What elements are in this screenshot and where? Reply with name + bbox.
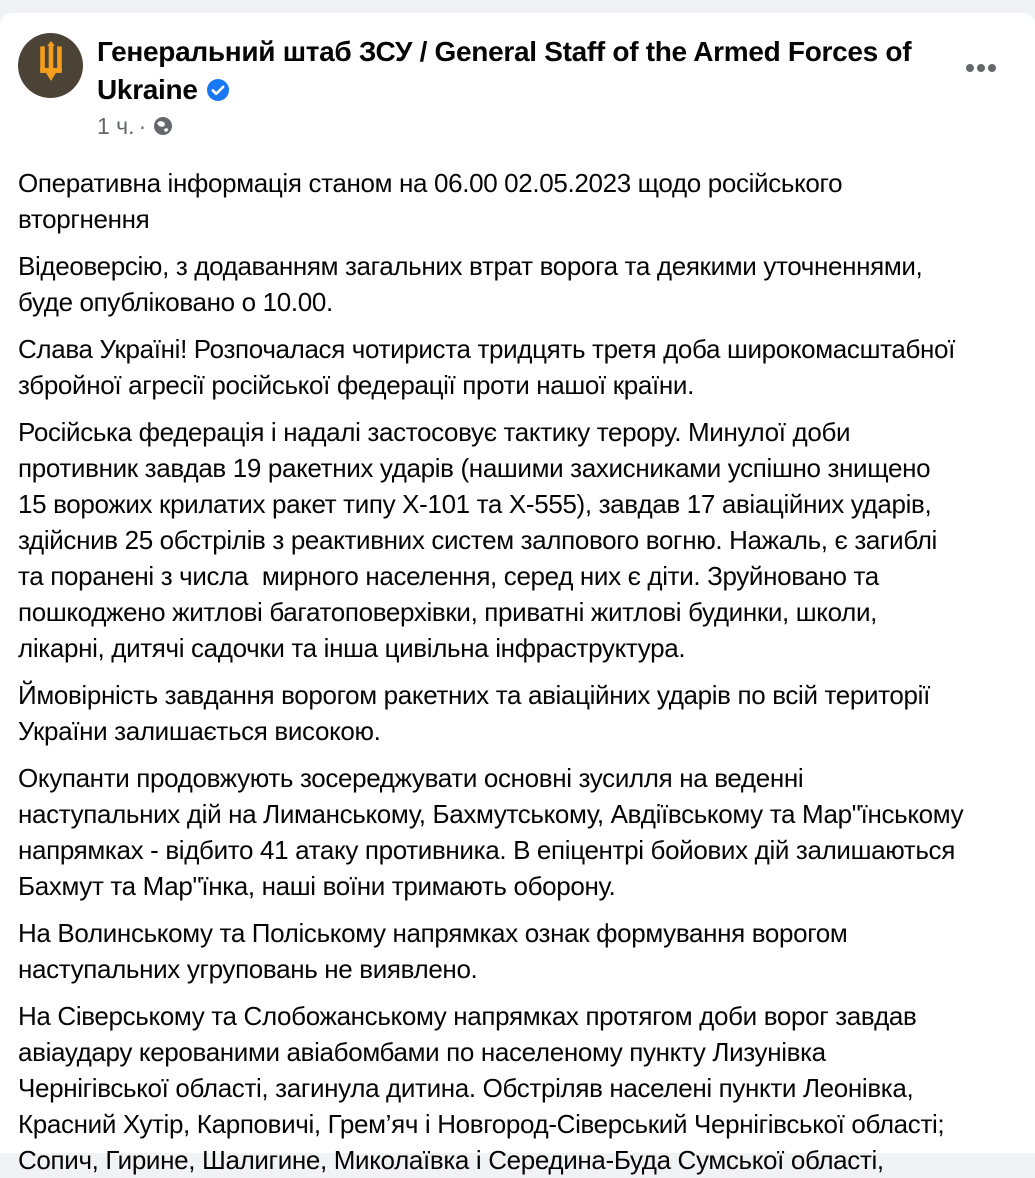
ellipsis-dot: [988, 64, 996, 72]
post-line: буде опубліковано о 10.00.: [18, 287, 333, 317]
page-avatar[interactable]: [18, 33, 83, 98]
post-line: пошкоджено житлові багатоповерхівки, приватні житлові будинки, школи,: [18, 597, 878, 627]
post-paragraph: [18, 677, 1017, 749]
post-paragraph: [18, 998, 1017, 1178]
post-line: Бахмут та Мар"їнка, наші воїни тримають оборону.: [18, 871, 616, 901]
post-line: здійснив 25 обстрілів з реактивних систем залпового вогню. Нажаль, є загиблі: [18, 525, 937, 555]
post-meta[interactable]: [97, 112, 1017, 140]
ellipsis-dot: [977, 64, 985, 72]
facebook-post-card: [0, 13, 1035, 1175]
globe-public-icon: [153, 116, 173, 136]
post-line: Красний Хутір, Карповичі, Грем’яч і Новгород-Сіверський Чернігівської області;: [18, 1109, 945, 1139]
timestamp[interactable]: 1 ч.: [97, 113, 135, 139]
post-paragraph: [18, 248, 1017, 320]
page-name-line2[interactable]: Ukraine: [97, 74, 198, 105]
verified-badge-icon: [206, 78, 230, 102]
post-line: Ймовірність завдання ворогом ракетних та авіаційних ударів по всій території: [18, 680, 930, 710]
post-line: лікарні, дитячі садочки та інша цивільна інфраструктура.: [18, 633, 686, 663]
post-line: України залишається високою.: [18, 716, 381, 746]
post-paragraph: [18, 760, 1017, 904]
post-line: збройної агресії російської федерації проти нашої країни.: [18, 370, 694, 400]
post-line: Окупанти продовжують зосереджувати основні зусилля на веденні: [18, 763, 804, 793]
post-line: наступальних угруповань не виявлено.: [18, 954, 478, 984]
post-line: та поранені з числа мирного населення, серед них є діти. Зруйновано та: [18, 561, 879, 591]
post-line: Чернігівської області, загинула дитина. Обстріляв населені пункти Леонівка,: [18, 1073, 914, 1103]
post-text: [0, 165, 1035, 1178]
post-line: вторгнення: [18, 204, 150, 234]
post-menu-button[interactable]: [960, 58, 1002, 78]
post-paragraph: [18, 331, 1017, 403]
ellipsis-dot: [966, 64, 974, 72]
post-line: Російська федерація і надалі застосовує тактику терору. Минулої доби: [18, 417, 851, 447]
post-line: На Волинському та Поліському напрямках ознак формування ворогом: [18, 918, 848, 948]
post-line: 15 ворожих крилатих ракет типу Х-101 та Х-555), завдав 17 авіаційних ударів,: [18, 489, 932, 519]
header-info: [97, 33, 1017, 140]
post-header: [0, 13, 1035, 140]
post-paragraph: [18, 414, 1017, 666]
post-paragraph: [18, 165, 1017, 237]
post-line: Оперативна інформація станом на 06.00 02.05.2023 щодо російського: [18, 168, 843, 198]
post-paragraph: [18, 915, 1017, 987]
post-line: противник завдав 19 ракетних ударів (нашими захисниками успішно знищено: [18, 453, 931, 483]
post-line: Сопич, Гирине, Шалигине, Миколаївка і Середина-Буда Сумської області,: [18, 1145, 884, 1175]
page-name-line1[interactable]: Генеральний штаб ЗСУ / General Staff of the Armed Forces of: [97, 36, 912, 67]
post-line: напрямках - відбито 41 атаку противника. В епіцентрі бойових дій залишаються: [18, 835, 955, 865]
meta-separator: ·: [138, 113, 147, 139]
page-name-line2-row: [97, 71, 1017, 109]
post-line: Слава Україні! Розпочалася чотириста тридцять третя доба широкомасштабної: [18, 334, 955, 364]
post-line: авіаудару керованими авіабомбами по населеному пункту Лизунівка: [18, 1037, 826, 1067]
ukrainian-trident-icon: [31, 41, 71, 91]
post-line: На Сіверському та Слобожанському напрямках протягом доби ворог завдав: [18, 1001, 917, 1031]
post-line: наступальних дій на Лиманському, Бахмутському, Авдіївському та Мар"їнському: [18, 799, 964, 829]
post-line: Відеоверсію, з додаванням загальних втрат ворога та деякими уточненнями,: [18, 251, 923, 281]
